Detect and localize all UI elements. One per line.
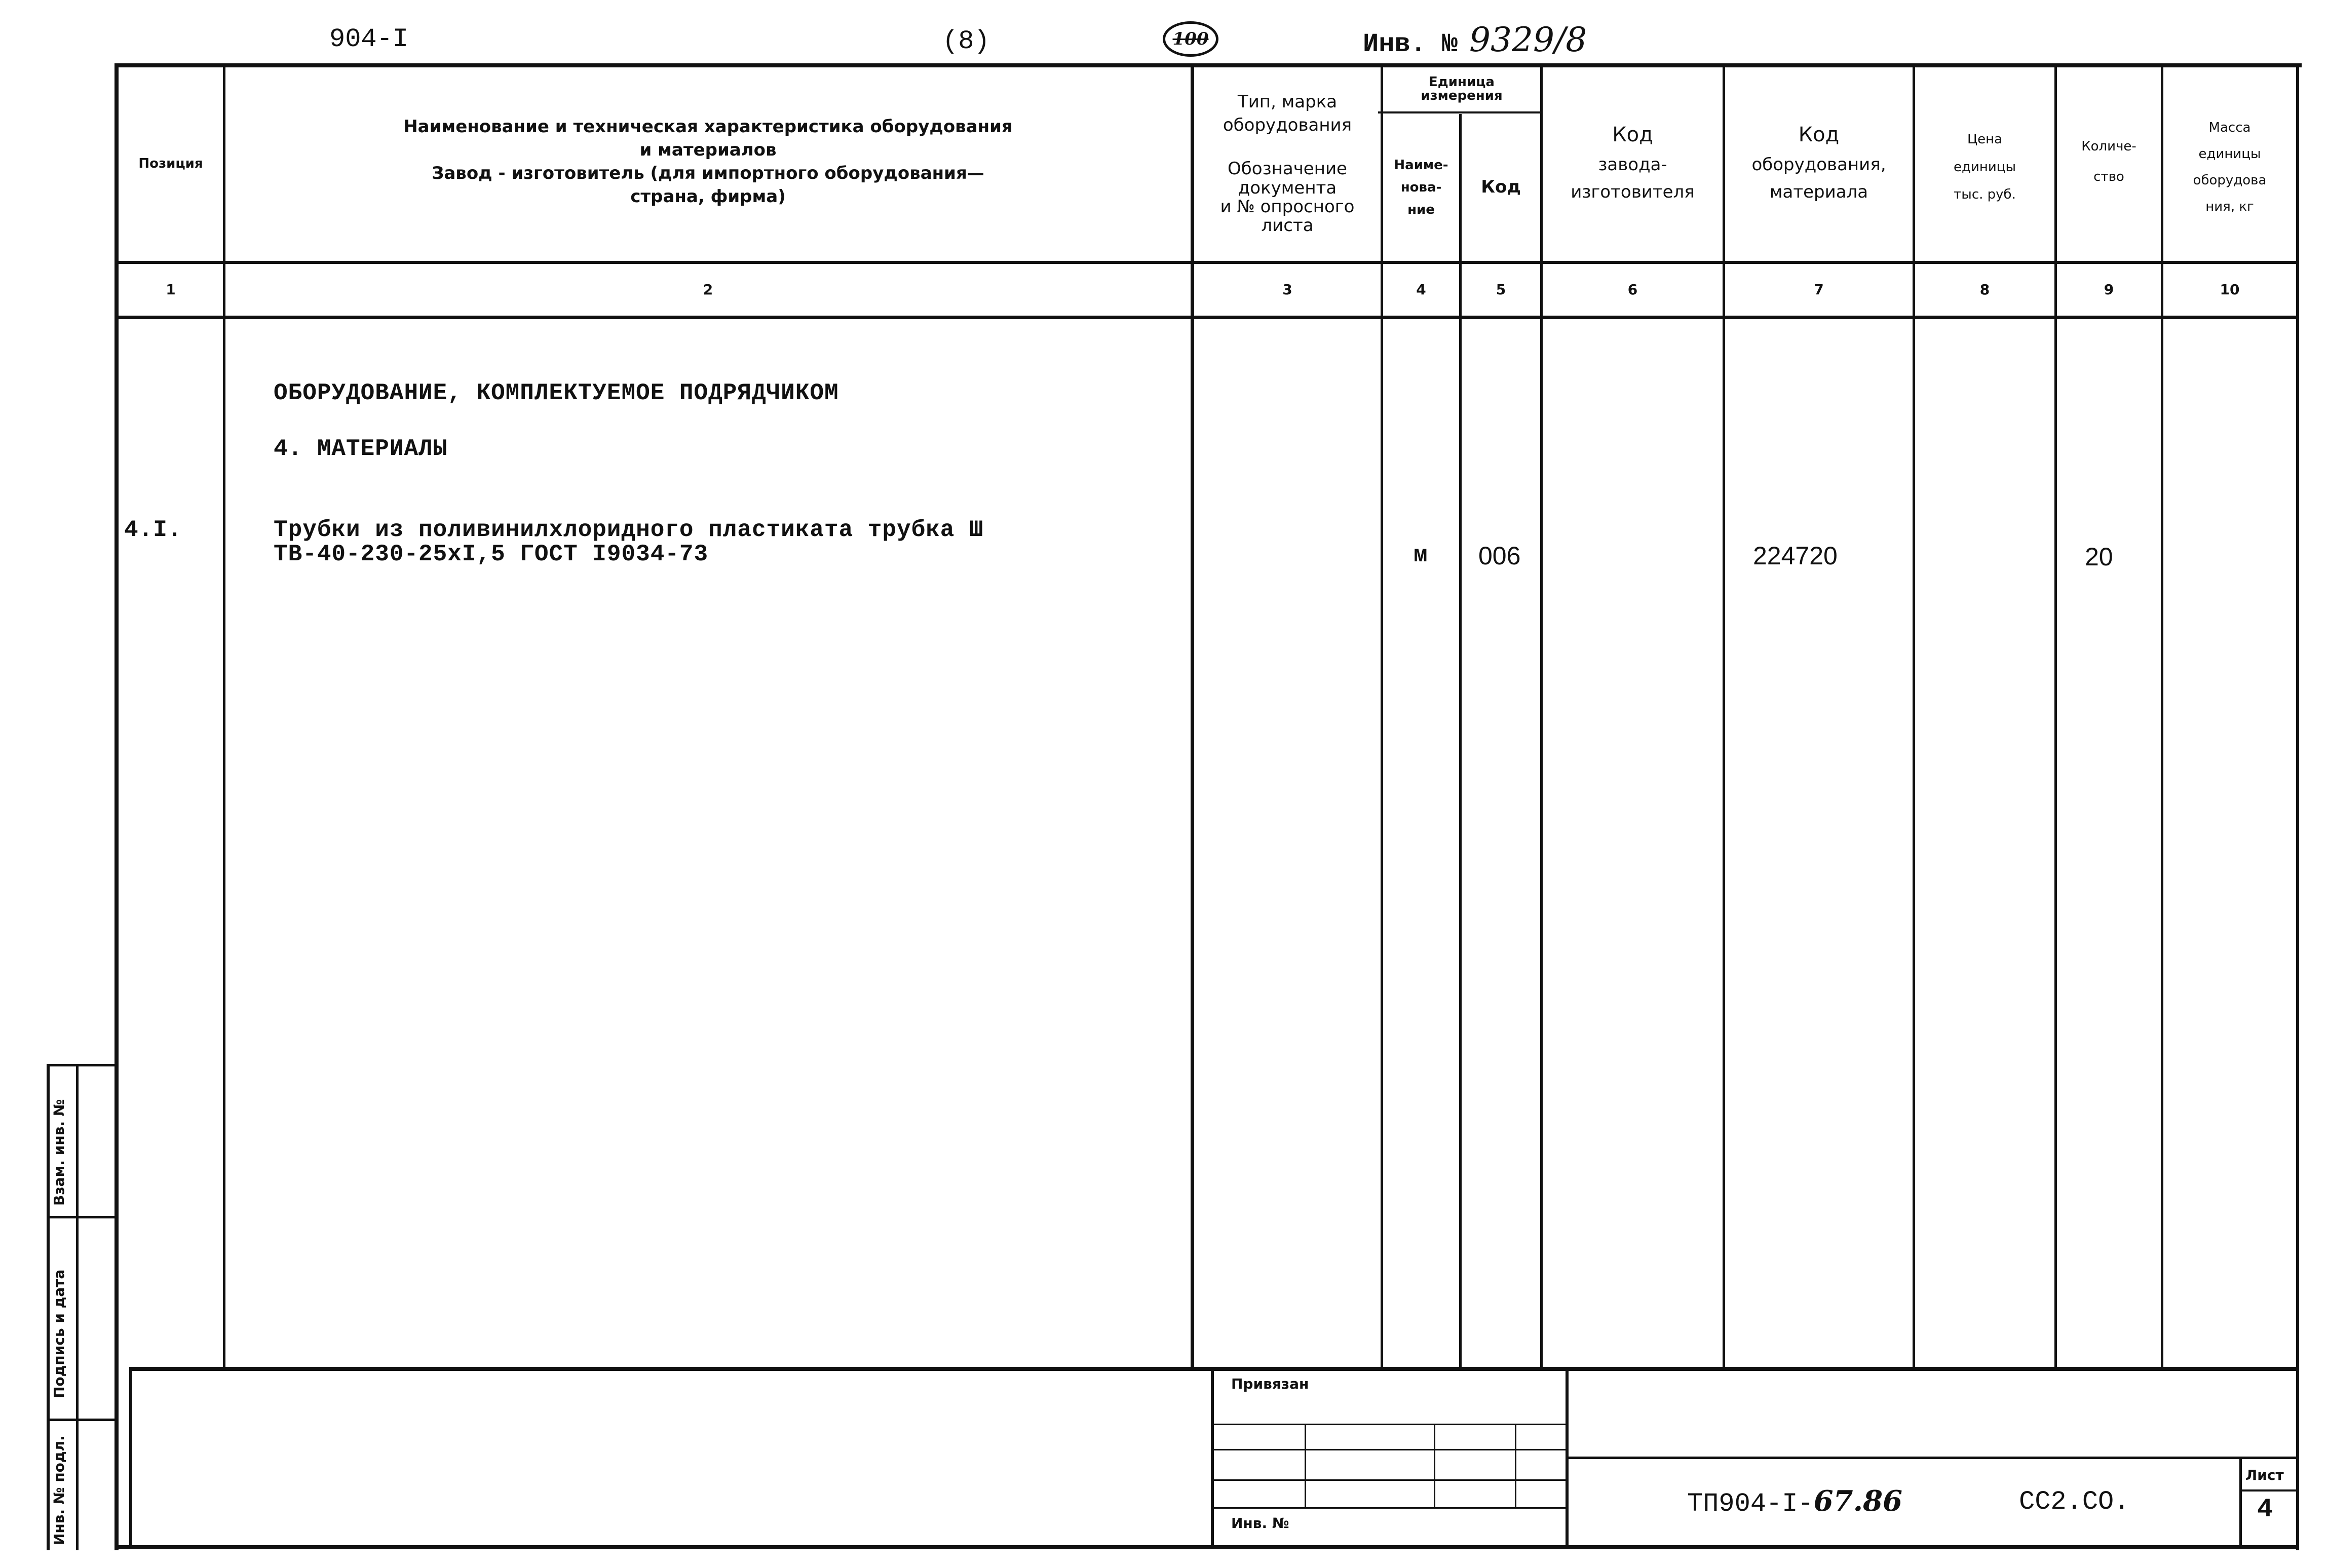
page-number-paren: (8) <box>942 26 990 56</box>
header-name-line1: Наименование и техническая характеристика оборудования <box>403 117 1013 137</box>
code-row-top-line <box>1567 1457 2299 1459</box>
header-price-line2: единицы <box>1954 159 2016 175</box>
title-grid-vline-3 <box>1515 1424 1516 1509</box>
title-grid-line-3 <box>1212 1479 1567 1481</box>
header-unit-name-line3: ние <box>1407 202 1435 218</box>
header-type-line1: Тип, марка <box>1237 92 1338 112</box>
document-code <box>1687 1484 1902 1519</box>
header-plant-code-line3: изготовителя <box>1571 182 1695 202</box>
header-mass-line3: оборудова <box>2193 173 2267 188</box>
col-divider-3 <box>1381 63 1383 1370</box>
row-position: 4.I. <box>124 517 182 543</box>
title-block-left <box>1211 1367 1214 1549</box>
subsection-title: 4. МАТЕРИАЛЫ <box>274 436 448 462</box>
bottom-block-top-line <box>129 1367 2299 1371</box>
header-mass-line1: Масса <box>2208 120 2251 135</box>
sheet-box-left <box>2239 1459 2242 1548</box>
title-grid-vline-1 <box>1305 1424 1306 1509</box>
document-code-suffix: СС2.СО. <box>2019 1487 2130 1517</box>
table-right-border <box>2296 63 2299 1550</box>
page-stamp <box>1163 21 1218 57</box>
table-top-border <box>116 63 2302 67</box>
title-grid-line-2 <box>1212 1449 1567 1450</box>
header-price-line3: тыс. руб. <box>1954 187 2016 203</box>
title-grid-line-1 <box>1212 1424 1567 1425</box>
side-stamp-field-inv: Инв. № подл. <box>51 1435 67 1545</box>
sheet-number: 4 <box>2257 1495 2273 1524</box>
header-document <box>1194 152 1381 243</box>
col-number-8: 8 <box>1979 281 1990 298</box>
sheet-box-divider <box>2239 1489 2299 1491</box>
header-equipment-code-line3: материала <box>1769 182 1868 202</box>
bottom-block-bottom-line <box>116 1545 2299 1549</box>
header-unit-name-line2: нова- <box>1400 179 1442 195</box>
col-divider-5 <box>1540 63 1543 1370</box>
header-equipment-code-line1: Код <box>1798 123 1840 146</box>
header-price-line1: Цена <box>1967 132 2003 147</box>
col-number-7: 7 <box>1814 281 1824 298</box>
col-number-1: 1 <box>166 281 176 298</box>
row-name-line2: ТВ-40-230-25хI,5 ГОСТ I9034-73 <box>274 541 709 567</box>
header-plant-code <box>1543 101 1723 223</box>
col-number-2: 2 <box>703 281 713 298</box>
header-name-line2: и материалов <box>639 140 777 161</box>
col-divider-9 <box>2161 63 2163 1370</box>
header-unit-code <box>1462 132 1540 243</box>
header-price <box>1915 106 2054 228</box>
unit-group-divider <box>1378 111 1540 113</box>
header-mass-line4: ния, кг <box>2205 199 2254 214</box>
header-quantity-line2: ство <box>2093 169 2124 184</box>
col-divider-2 <box>1191 63 1194 1370</box>
header-quantity <box>2057 117 2161 208</box>
header-equipment-code <box>1725 101 1913 223</box>
side-stamp-divider-2 <box>47 1419 118 1421</box>
header-position-label: Позиция <box>138 156 203 172</box>
row-name-line1: Трубки из поливинилхлоридного пластиката трубка Ш <box>274 517 984 543</box>
col-number-9: 9 <box>2104 281 2114 298</box>
header-mass <box>2163 101 2296 233</box>
col-number-10: 10 <box>2220 281 2240 298</box>
col-number-5: 5 <box>1496 281 1506 298</box>
inventory-number: 9329/8 <box>1469 20 1587 59</box>
row-unit-code: 006 <box>1478 542 1521 570</box>
col-divider-6 <box>1723 63 1725 1370</box>
header-position <box>119 67 223 261</box>
col-number-6: 6 <box>1627 281 1638 298</box>
header-plant-code-line1: Код <box>1612 123 1653 146</box>
header-name <box>225 81 1191 243</box>
document-code-prefix: ТП904-I- <box>1687 1489 1814 1519</box>
side-stamp-divider-1 <box>47 1216 118 1218</box>
col-number-4: 4 <box>1416 281 1426 298</box>
side-stamp-top <box>47 1064 118 1066</box>
col-divider-1 <box>223 63 225 1370</box>
header-document-line2: документа <box>1238 177 1337 198</box>
header-document-line1: Обозначение <box>1228 159 1347 179</box>
header-unit-code-label: Код <box>1481 177 1521 198</box>
table-left-border <box>115 63 119 1550</box>
bound-label: Привязан <box>1231 1375 1309 1392</box>
header-mass-line2: единицы <box>2198 146 2261 162</box>
row-equipment-code: 224720 <box>1753 542 1838 570</box>
header-quantity-line1: Количе- <box>2081 139 2136 155</box>
title-inv-label: Инв. № <box>1231 1515 1289 1532</box>
header-unit-group-line1: Единица <box>1429 74 1495 90</box>
title-grid-line-4 <box>1212 1507 1567 1509</box>
document-code-handwritten: 67.86 <box>1813 1484 1902 1518</box>
header-unit-group-line2: измерения <box>1421 88 1503 103</box>
inventory-label: Инв. № <box>1363 29 1458 59</box>
header-name-line4: страна, фирма) <box>630 186 786 207</box>
col-divider-4 <box>1459 114 1462 1370</box>
header-unit-name-line1: Наиме- <box>1394 157 1448 173</box>
row-unit-name: м <box>1414 542 1428 568</box>
header-unit-name <box>1383 132 1459 243</box>
page-stamp-number: 100 <box>1172 29 1209 49</box>
header-bottom-line <box>116 261 2299 264</box>
header-type <box>1194 86 1381 142</box>
section-title: ОБОРУДОВАНИЕ, КОМПЛЕКТУЕМОЕ ПОДРЯДЧИКОМ <box>274 380 839 406</box>
bottom-block-left-line <box>129 1367 132 1549</box>
col-divider-8 <box>2054 63 2057 1370</box>
header-document-line3: и № опросного <box>1220 197 1355 217</box>
col-divider-7 <box>1913 63 1915 1370</box>
row-quantity: 20 <box>2085 543 2113 571</box>
series-number: 904-I <box>329 24 409 54</box>
side-stamp-field-sign: Подпись и дата <box>51 1269 67 1398</box>
header-document-line4: листа <box>1261 215 1314 236</box>
col-number-3: 3 <box>1282 281 1292 298</box>
numbers-row-bottom-line <box>116 316 2299 319</box>
header-name-line3: Завод - изготовитель (для импортного оборудования— <box>432 163 984 183</box>
header-type-line2: оборудования <box>1223 115 1352 135</box>
side-stamp-field-replace: Взам. инв. № <box>51 1099 67 1206</box>
header-plant-code-line2: завода- <box>1598 154 1667 175</box>
side-stamp-outer-left <box>47 1064 50 1550</box>
header-equipment-code-line2: оборудования, <box>1751 154 1886 175</box>
title-grid-vline-2 <box>1434 1424 1435 1509</box>
sheet-label: Лист <box>2245 1467 2284 1483</box>
header-unit-group <box>1383 68 1540 110</box>
side-stamp-inner <box>76 1064 79 1550</box>
